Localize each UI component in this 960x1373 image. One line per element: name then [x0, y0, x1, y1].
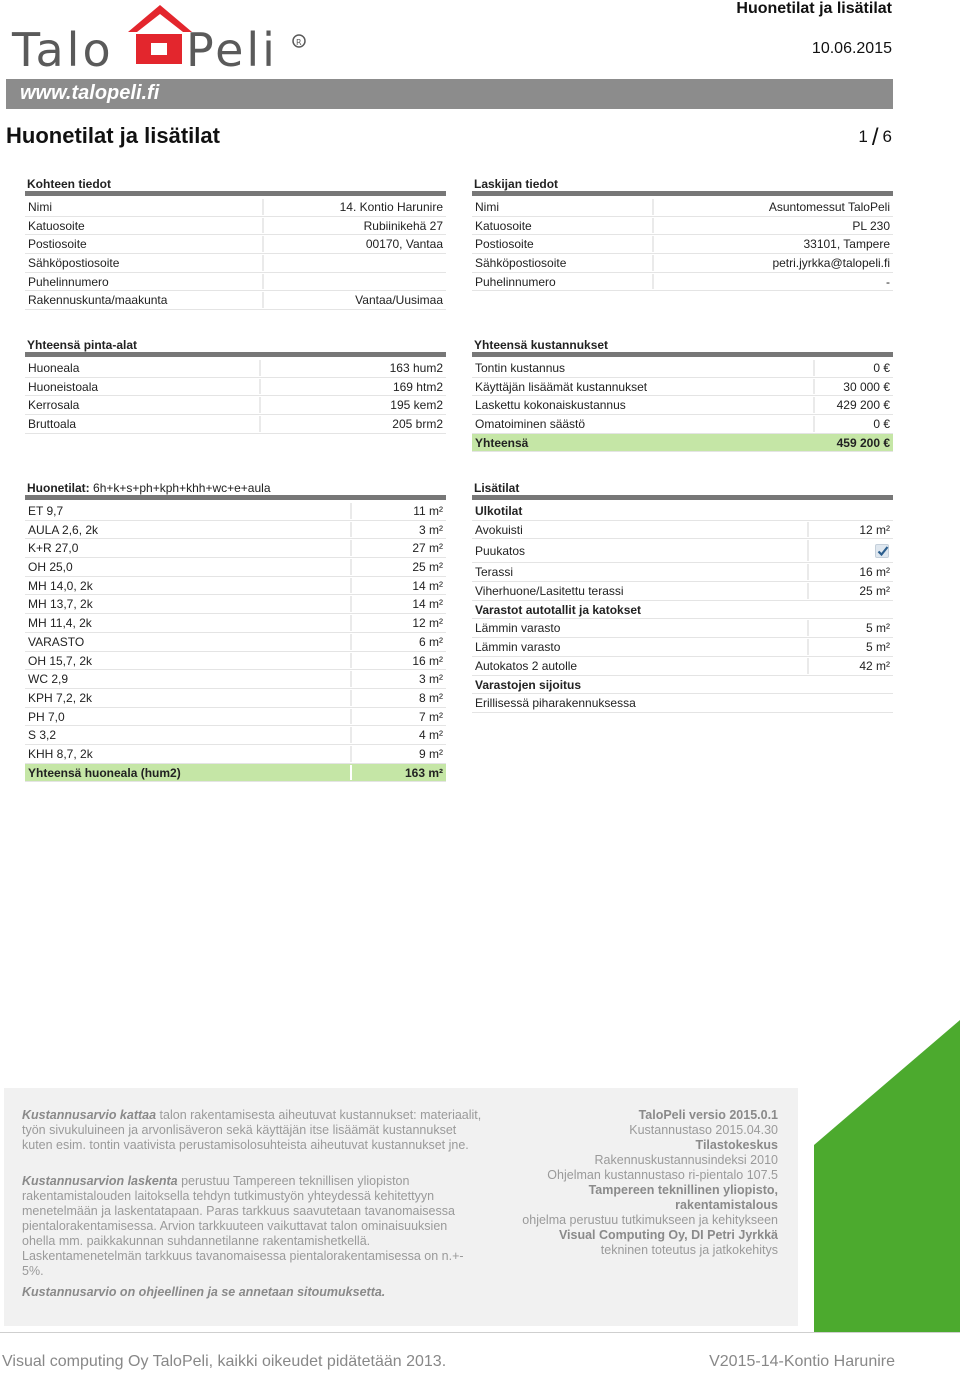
svg-text:R: R: [296, 38, 302, 47]
laskija-table: [472, 198, 893, 291]
pinta-alat-rule: [25, 352, 446, 357]
huonetilat-heading: [27, 481, 271, 495]
kohde-heading: Kohteen tiedot: [27, 177, 111, 191]
laskija-rule: [472, 191, 893, 196]
kustannukset-table: [472, 359, 893, 452]
document-date: 10.06.2015: [811, 40, 892, 57]
page-title: Huonetilat ja lisätilat: [6, 123, 220, 148]
document-id: V2015-14-Kontio Harunire: [709, 1353, 895, 1370]
laskija-row-puhelin: Puhelinnumero -: [472, 273, 893, 292]
pinta-alat-heading: Yhteensä pinta-alat: [27, 338, 138, 352]
laskija-row-postiosoite: Postiosoite 33101, Tampere: [472, 235, 893, 254]
kustannukset-heading: Yhteensä kustannukset: [474, 338, 609, 352]
kohde-row-sahkoposti: Sähköpostiosoite: [25, 254, 446, 273]
huone-row: MH 13,7, 2k 14 m²: [25, 595, 446, 614]
pinta-ala-row: Huoneala 163 hum2: [25, 359, 446, 378]
pinta-ala-row: Kerrosala 195 kem2: [25, 396, 446, 415]
huone-row: MH 11,4, 2k 12 m²: [25, 614, 446, 633]
laskija-heading: Laskijan tiedot: [474, 177, 559, 191]
lisatila-row-varasto: Lämmin varasto 5 m²: [472, 638, 893, 657]
pinta-ala-row: Huoneistoala 169 htm2: [25, 378, 446, 397]
huone-row: MH 14,0, 2k 14 m²: [25, 577, 446, 596]
green-decoration: [800, 1020, 960, 1332]
kohde-row-postiosoite: Postiosoite 00170, Vantaa: [25, 235, 446, 254]
info-paragraph-3: Kustannusarvio on ohjeellinen ja se annetaan sitoumuksetta.: [22, 1285, 386, 1299]
huone-row: OH 25,0 25 m²: [25, 558, 446, 577]
kustannus-total-row: Yhteensä 459 200 €: [472, 434, 893, 453]
kustannus-row: Tontin kustannus 0 €: [472, 359, 893, 378]
lisatila-row-autokatos: Autokatos 2 autolle 42 m²: [472, 657, 893, 676]
pinta-alat-table: [25, 359, 446, 434]
kohde-rule: [25, 191, 446, 196]
kustannukset-rule: [472, 352, 893, 357]
document-title: Huonetilat ja lisätilat: [736, 0, 892, 17]
footer-divider: [0, 1332, 960, 1333]
page-total: 6: [882, 127, 892, 146]
huone-row: KHH 8,7, 2k 9 m²: [25, 745, 446, 764]
lisatila-row-puukatos: Puukatos: [472, 539, 893, 563]
lisatila-row-terassi: Terassi 16 m²: [472, 563, 893, 582]
kustannus-row: Omatoiminen säästö 0 €: [472, 415, 893, 434]
lisatilat-rule: [472, 495, 893, 500]
huoneala-total-row: Yhteensä huoneala (hum2) 163 m²: [25, 764, 446, 783]
lisatila-row-avokuisti: Avokuisti 12 m²: [472, 521, 893, 540]
huone-row: VARASTO 6 m²: [25, 633, 446, 652]
version-info: TaloPeli versio 2015.0.1 Kustannustaso 2015.04.30 Tilastokeskus Rakennuskustannusindeksi 2010 Ohjelman kustannustaso ri-pientalo 107.5 Tampereen teknillinen yliopisto, rakentamistalous ohjelma perustuu tutkimukseen ja kehitykseen Visual Computing Oy, DI Petri Jyrkkä tekninen toteutus ja jatkokehitys: [522, 1108, 778, 1257]
huonetilat-heading-value: 6h+k+s+ph+kph+khh+wc+e+aula: [93, 481, 271, 495]
website-link[interactable]: www.talopeli.fi: [20, 82, 160, 104]
page-number: [858, 124, 892, 152]
huone-row: K+R 27,0 27 m²: [25, 539, 446, 558]
laskija-row-katuosoite: Katuosoite PL 230: [472, 217, 893, 236]
ulkotilat-title: Ulkotilat: [472, 502, 893, 521]
sijoitus-title: Varastojen sijoitus: [472, 676, 893, 695]
lisatila-row-varasto: Lämmin varasto 5 m²: [472, 619, 893, 638]
huone-row: S 3,2 4 m²: [25, 726, 446, 745]
huone-row: OH 15,7, 2k 16 m²: [25, 652, 446, 671]
huone-row: AULA 2,6, 2k 3 m²: [25, 521, 446, 540]
info-paragraph-2: Kustannusarvion laskenta perustuu Tampereen teknillisen yliopiston rakentamistalouden laitoksella tehdyn tutkimustyön yhteydessä kehitettyyn menetelmään ja laskentatapaan. Paras tarkkuus saavutetaan tavanomaisessa pientalorakentamisessa. Arvion tarkkuuteen vaikuttavat talon ominaisuuksien ohella mm. paikkakunnan suhdannetilanne rakentamishetkellä. Laskentamenetelmän tarkkuus tavanomaisessa pientalorakentamisessa on n.+- 5%.: [22, 1174, 464, 1278]
kohde-row-katuosoite: Katuosoite Rubiinikehä 27: [25, 217, 446, 236]
lisatila-row-sijoitus: Erillisessä piharakennuksessa: [472, 694, 893, 713]
info-paragraph-1: Kustannusarvio kattaa talon rakentamisesta aiheutuvat kustannukset: materiaalit, työn sivukuluineen ja arvonlisäveron sekä käyttäjän itse lisäämät kustannukset kuten esim. tontin vaativista perustamisolosuhteista aiheutuvat kustannukset jne.: [22, 1108, 482, 1152]
huone-row: KPH 7,2, 2k 8 m²: [25, 689, 446, 708]
laskija-row-sahkoposti: Sähköpostiosoite petri.jyrkka@talopeli.fi: [472, 254, 893, 273]
url-bar: [6, 79, 893, 109]
laskija-row-nimi: Nimi Asuntomessut TaloPeli: [472, 198, 893, 217]
svg-text:Talo: Talo: [12, 23, 114, 74]
laskija-email[interactable]: petri.jyrkka@talopeli.fi: [772, 256, 890, 271]
huone-row: ET 9,7 11 m²: [25, 502, 446, 521]
lisatilat-table: [472, 502, 893, 713]
pinta-ala-row: Bruttoala 205 brm2: [25, 415, 446, 434]
svg-text:Peli: Peli: [186, 23, 278, 74]
info-box: [4, 1088, 798, 1326]
huonetilat-heading-label: Huonetilat:: [27, 481, 90, 495]
page-current: 1: [858, 127, 868, 146]
kohde-row-rakennuskunta: Rakennuskunta/maakunta Vantaa/Uusimaa: [25, 291, 446, 310]
kustannus-row: Käyttäjän lisäämät kustannukset 30 000 €: [472, 378, 893, 397]
huone-row: PH 7,0 7 m²: [25, 708, 446, 727]
checkmark-icon: [877, 545, 889, 557]
kohde-row-puhelin: Puhelinnumero: [25, 273, 446, 292]
kustannus-row: Laskettu kokonaiskustannus 429 200 €: [472, 396, 893, 415]
lisatilat-heading: Lisätilat: [474, 481, 520, 495]
huone-row: WC 2,9 3 m²: [25, 670, 446, 689]
kohde-row-nimi: Nimi 14. Kontio Harunire: [25, 198, 446, 217]
page-separator: /: [871, 124, 879, 151]
kohde-table: [25, 198, 446, 310]
talopeli-logo: [10, 2, 310, 74]
puukatos-checkbox[interactable]: [875, 544, 889, 558]
lisatila-row-viherhuone: Viherhuone/Lasitettu terassi 25 m²: [472, 582, 893, 601]
huonetilat-rule: [25, 495, 446, 500]
huonetilat-table: [25, 502, 446, 782]
copyright-text: Visual computing Oy TaloPeli, kaikki oikeudet pidätetään 2013.: [2, 1353, 447, 1370]
varastot-title: Varastot autotallit ja katokset: [472, 601, 893, 620]
